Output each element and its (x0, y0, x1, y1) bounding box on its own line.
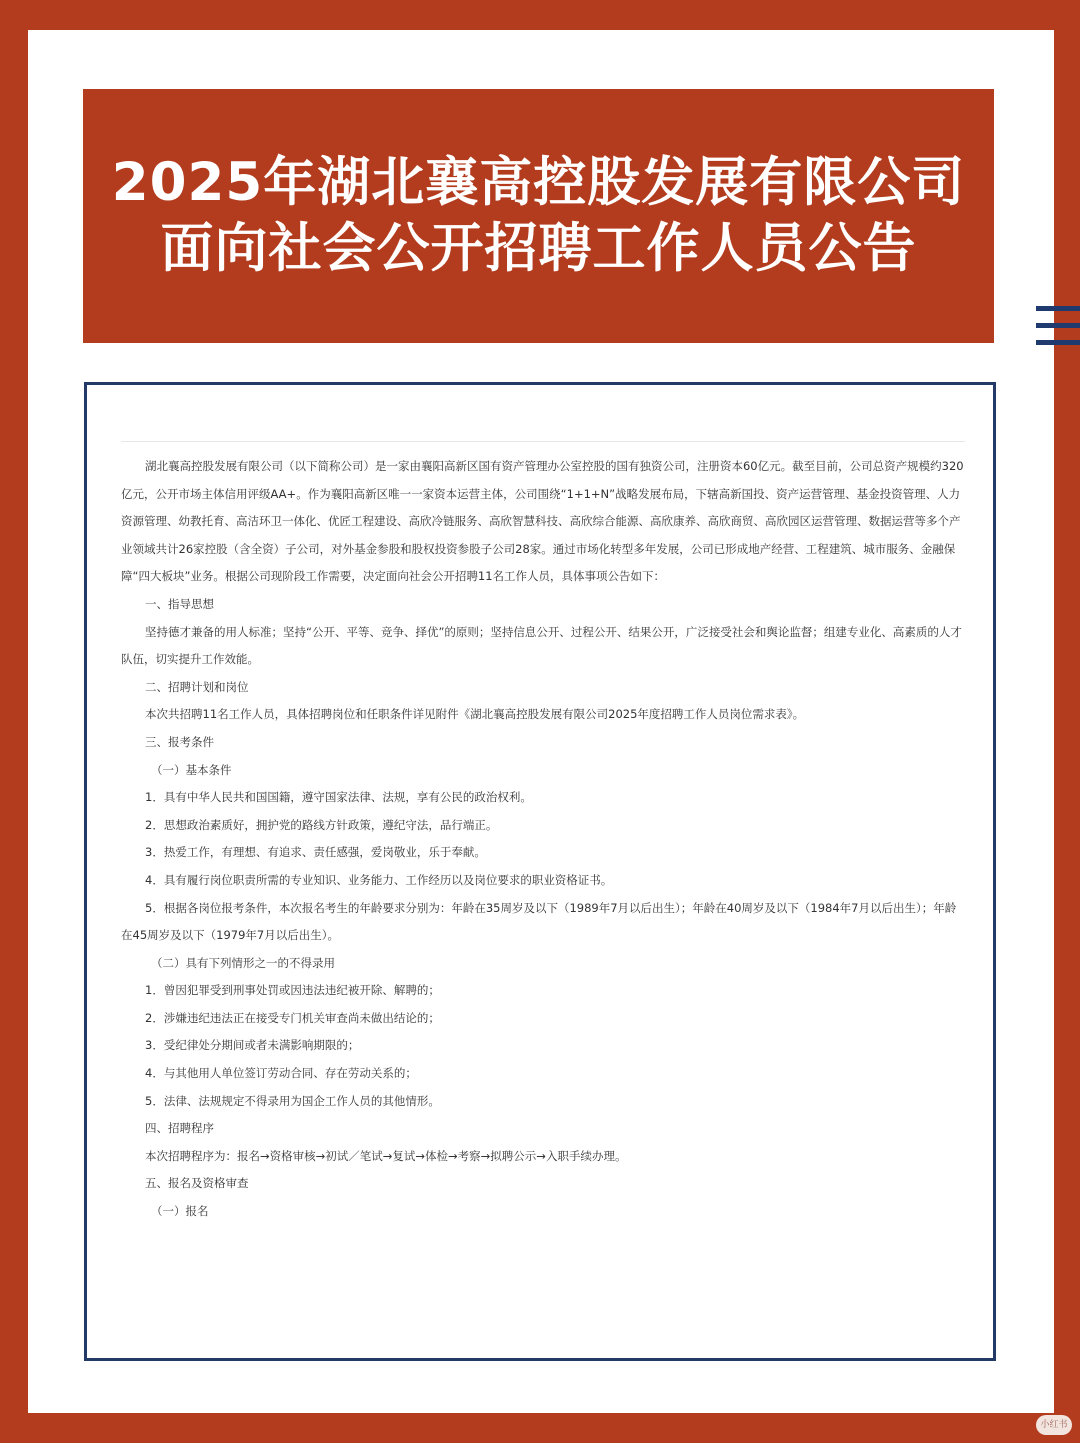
page-title-line-1: 2025年湖北襄高控股发展有限公司 (111, 152, 966, 213)
list-item: 1．曾因犯罪受到刑事处罚或因违法违纪被开除、解聘的； (145, 983, 440, 998)
list-item: 2．涉嫌违纪违法正在接受专门机关审查尚未做出结论的； (145, 1010, 440, 1025)
subsection-heading: （二）具有下列情形之一的不得录用 (151, 955, 335, 970)
list-item: 4．与其他用人单位签订劳动合同、存在劳动关系的； (145, 1066, 417, 1081)
list-item: 2．思想政治素质好，拥护党的路线方针政策，遵纪守法，品行端正。 (145, 817, 498, 832)
list-item: 4．具有履行岗位职责所需的专业知识、业务能力、工作经历以及岗位要求的职业资格证书。 (145, 872, 613, 887)
section-paragraph: 本次招聘程序为：报名→资格审核→初试／笔试→复试→体检→考察→拟聘公示→入职手续办理。 (145, 1148, 627, 1163)
list-item: 1．具有中华人民共和国国籍，遵守国家法律、法规，享有公民的政治权利。 (145, 790, 532, 805)
document-body (121, 453, 967, 1226)
list-item: 3．受纪律处分期间或者未满影响期限的； (145, 1038, 360, 1053)
subsection-heading: （一）报名 (151, 1204, 209, 1219)
section-heading: 四、招聘程序 (145, 1121, 214, 1136)
subsection-heading: （一）基本条件 (151, 762, 232, 777)
section-paragraph: 坚持德才兼备的用人标准；坚持“公开、平等、竞争、择优”的原则；坚持信息公开、过程公开、结果公开，广泛接受社会和舆论监督；组建专业化、高素质的人才队伍，切实提升工作效能。 (121, 624, 962, 667)
intro-paragraph: 湖北襄高控股发展有限公司（以下简称公司）是一家由襄阳高新区国有资产管理办公室控股的国有独资公司，注册资本60亿元。截至目前，公司总资产规模约320亿元，公开市场主体信用评级AA+。作为襄阳高新区唯一一家资本运营主体，公司围绕“1+1+N”战略发展布局，下辖高新国投、资产运营管理、基金投资管理、人力资源管理、幼教托育、高洁环卫一体化、优匠工程建设、高欣冷链服务、高欣智慧科技、高欣综合能源、高欣康养、高欣商贸、高欣园区运营管理、数据运营等多个产业领域共计26家控股（含全资）子公司，对外基金参股和股权投资参股子公司28家。通过市场化转型多年发展，公司已形成地产经营、工程建筑、城市服务、金融保障“四大板块”业务。根据公司现阶段工作需要，决定面向社会公开招聘11名工作人员，具体事项公告如下： (121, 459, 964, 584)
menu-icon[interactable] (1036, 306, 1080, 346)
page-title-line-2: 面向社会公开招聘工作人员公告 (160, 218, 917, 279)
title-banner (83, 89, 994, 343)
section-heading: 三、报考条件 (145, 734, 214, 749)
section-heading: 五、报名及资格审查 (145, 1176, 249, 1191)
section-paragraph: 本次共招聘11名工作人员，具体招聘岗位和任职条件详见附件《湖北襄高控股发展有限公司2025年度招聘工作人员岗位需求表》。 (145, 707, 805, 722)
section-heading: 二、招聘计划和岗位 (145, 679, 249, 694)
watermark: 小红书 (1036, 1415, 1072, 1435)
document-divider (121, 441, 965, 442)
list-item: 5．根据各岗位报考条件，本次报名考生的年龄要求分别为：年龄在35周岁及以下（1989年7月以后出生）；年龄在40周岁及以下（1984年7月以后出生）；年龄在45周岁及以下（1979年7月以后出生）。 (121, 900, 957, 943)
document-screenshot-frame (84, 382, 996, 1361)
section-heading: 一、指导思想 (145, 596, 214, 611)
list-item: 5．法律、法规规定不得录用为国企工作人员的其他情形。 (145, 1093, 440, 1108)
list-item: 3．热爱工作，有理想、有追求、责任感强，爱岗敬业，乐于奉献。 (145, 845, 486, 860)
